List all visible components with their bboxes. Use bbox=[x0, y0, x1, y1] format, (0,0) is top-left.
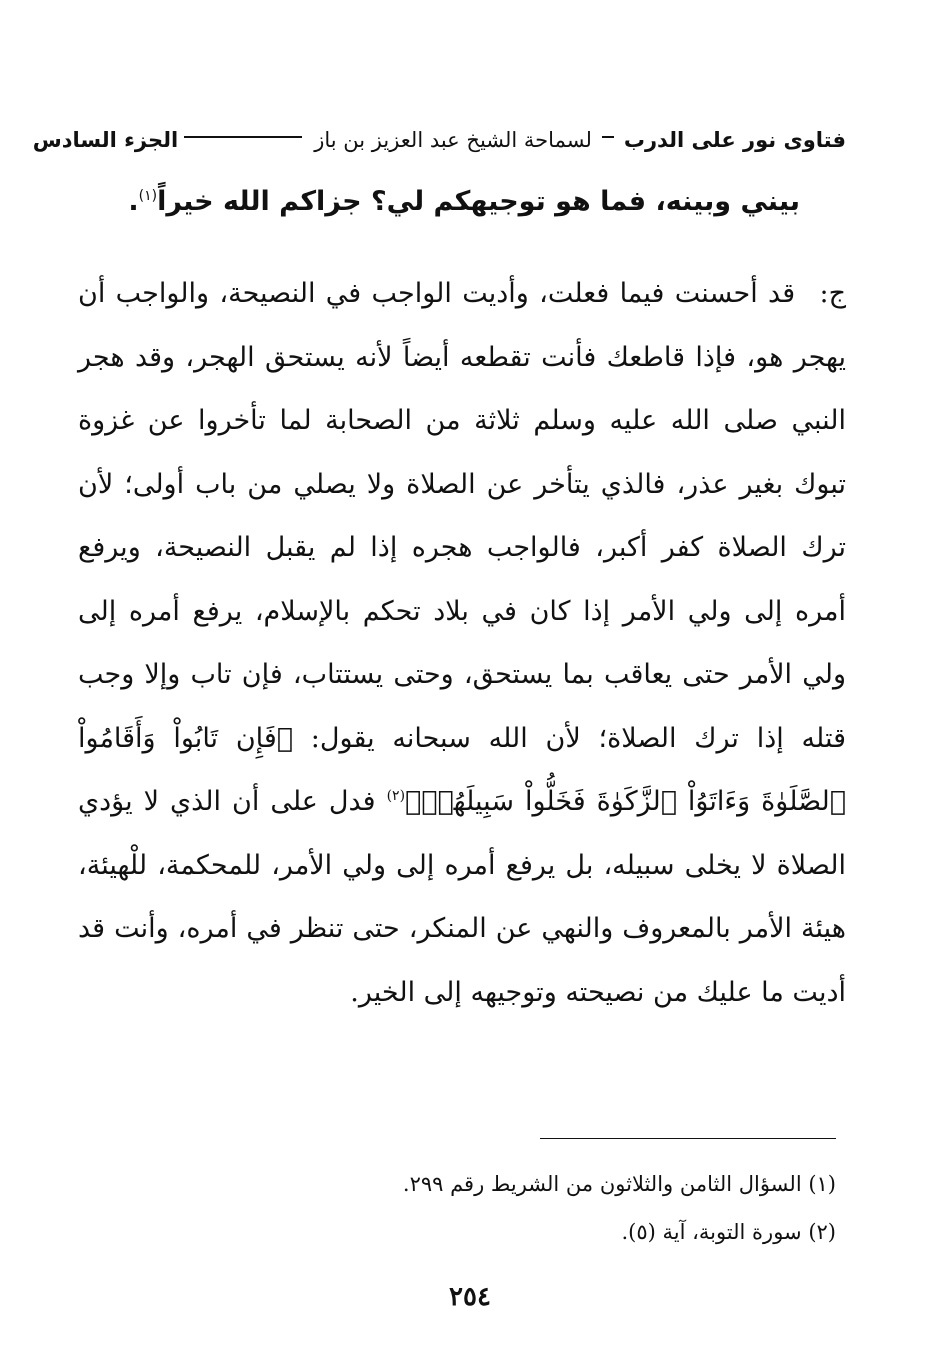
part-title: الجزء السادس bbox=[32, 128, 179, 152]
book-title: فتاوى نور على الدرب bbox=[623, 128, 846, 152]
header-rule bbox=[184, 136, 302, 138]
answer-paragraph bbox=[78, 262, 846, 1024]
author-name: لسماحة الشيخ عبد العزيز بن باز bbox=[314, 128, 592, 152]
footnotes bbox=[403, 1160, 836, 1256]
question-footnote-ref: (١) bbox=[138, 188, 158, 204]
running-header bbox=[32, 120, 846, 160]
question-body: بيني وبينه، فما هو توجيهكم لي؟ جزاكم الله خيراً bbox=[157, 186, 800, 217]
header-title-group bbox=[178, 128, 846, 152]
page-number: ٢٥٤ bbox=[449, 1282, 491, 1312]
ayah-footnote-ref: (٢) bbox=[386, 788, 406, 804]
answer-mark: ج: bbox=[819, 278, 846, 309]
footnote-1: (١) السؤال الثامن والثلاثون من الشريط رقم ٢٩٩. bbox=[402, 1172, 836, 1196]
question-end: . bbox=[128, 186, 139, 217]
header-dash bbox=[602, 136, 614, 138]
footnote-2: (٢) سورة التوبة، آية (٥). bbox=[621, 1220, 836, 1244]
question-text bbox=[128, 186, 800, 217]
answer-text-before-ayah: قد أحسنت فيما فعلت، وأديت الواجب في النصيحة، والواجب أن يهجر هو، فإذا قاطعك فأنت تقطعه أيضاً لأنه يستحق الهجر، وقد هجر النبي صلى الله عليه وسلم ثلاثة من الصحابة لما تأخروا عن غزوة تبوك بغير عذر، فالذي يتأخر عن الصلاة ولا يصلي من باب أولى؛ لأن ترك الصلاة كفر أكبر، فالواجب هجره إذا لم يقبل النصيحة، ويرفع أمره إلى ولي الأمر إذا كان في بلاد تحكم بالإسلام، يرفع أمره إلى ولي الأمر حتى يعاقب بما يستحق، وحتى يستتاب، فإن تاب وإلا وجب قتله إذا ترك الصلاة؛ لأن الله سبحانه يقول: bbox=[78, 278, 846, 754]
quran-ayah: ﴿فَإِن تَابُواْ وَأَقَامُواْ ٱلصَّلَوٰةَ وَءَاتَوُاْ ٱلزَّكَوٰةَ فَخَلُّواْ سَبِيلَهُمۡ﴾ bbox=[78, 722, 846, 817]
footnote-separator bbox=[540, 1138, 836, 1139]
answer-text-after-ayah: فدل على أن الذي لا يؤدي الصلاة لا يخلى سبيله، بل يرفع أمره إلى ولي الأمر، للمحكمة، للْهيئة، هيئة الأمر بالمعروف والنهي عن المنكر، حتى تنظر في أمره، وأنت قد أديت ما عليك من نصيحته وتوجيهه إلى الخير. bbox=[78, 786, 846, 1008]
